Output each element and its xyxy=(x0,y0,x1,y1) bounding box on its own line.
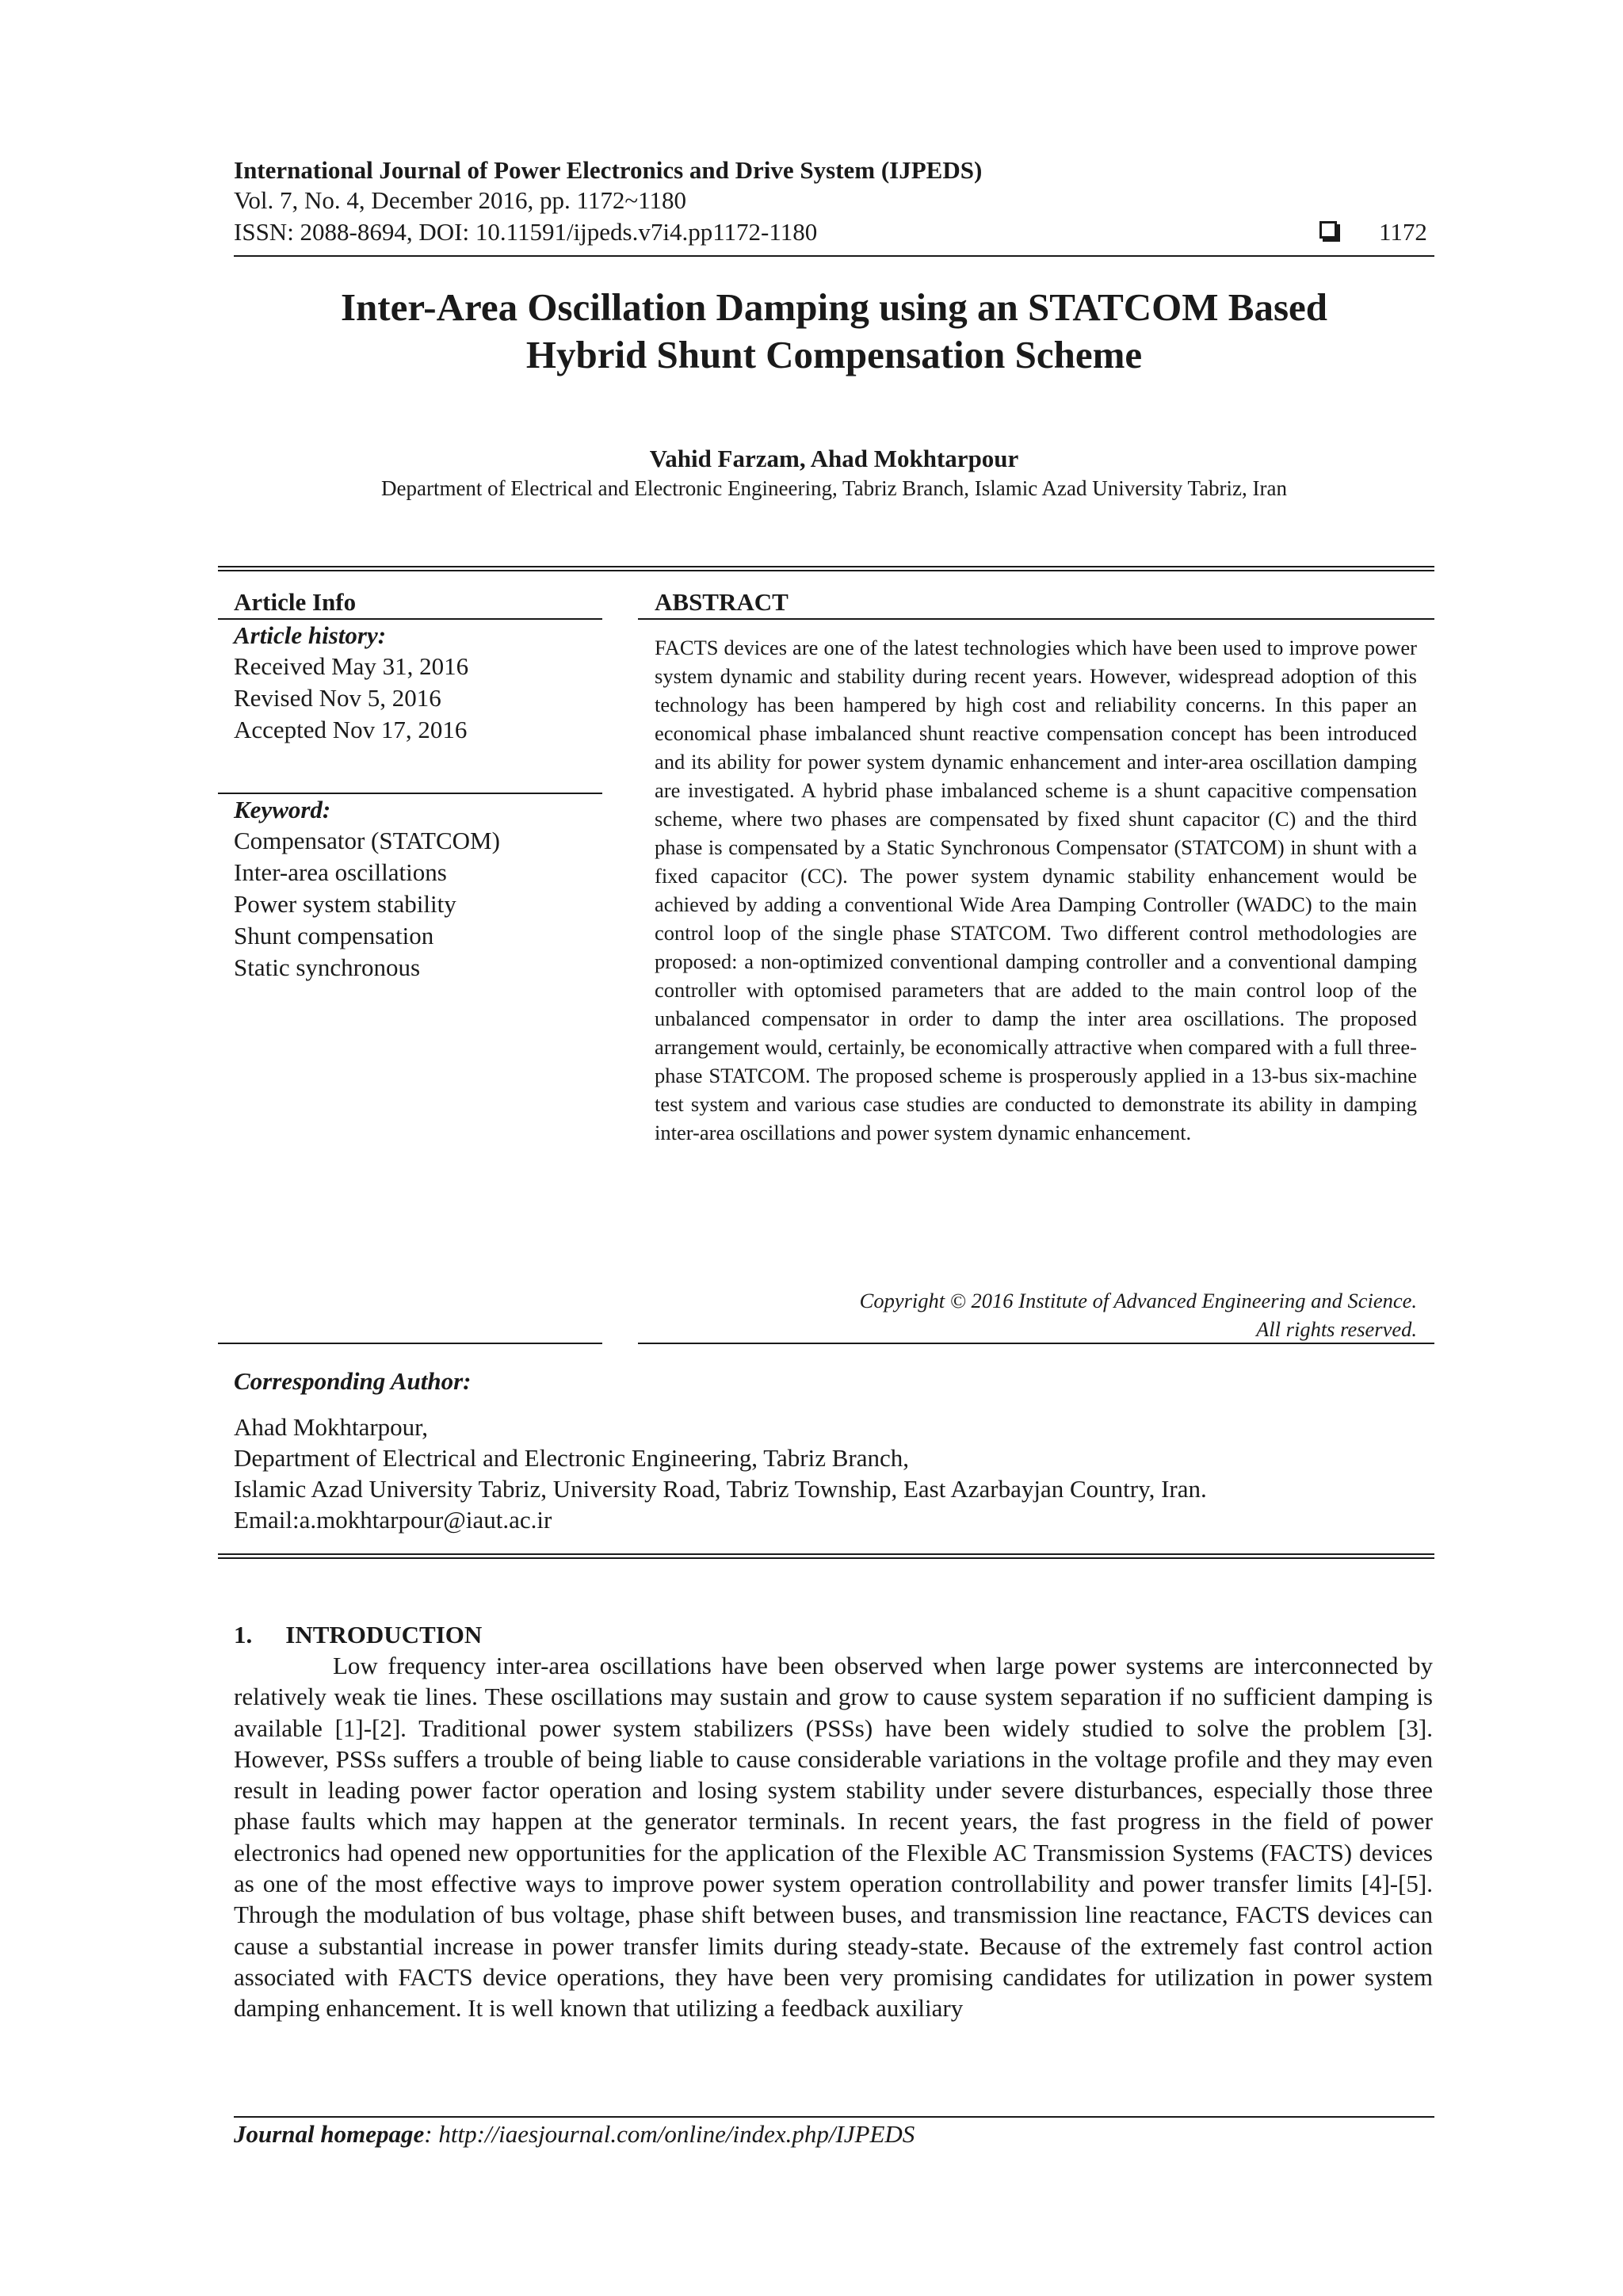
corresponding-author-email[interactable]: Email:a.mokhtarpour@iaut.ac.ir xyxy=(234,1506,552,1534)
corresponding-author-name: Ahad Mokhtarpour, xyxy=(234,1413,428,1441)
title-line-1: Inter-Area Oscillation Damping using an STATCOM Based xyxy=(340,285,1328,329)
keyword-list xyxy=(234,825,500,984)
copyright-notice xyxy=(655,1286,1417,1343)
keyword-item: Compensator (STATCOM) xyxy=(234,827,500,854)
abstract-rule xyxy=(638,618,1434,620)
corresponding-author-details xyxy=(234,1412,1207,1535)
journal-homepage: Journal homepage: http://iaesjournal.com/online/index.php/IJPEDS xyxy=(234,2120,915,2148)
paper-title xyxy=(234,284,1434,379)
article-info-bottom-rule xyxy=(218,1343,602,1344)
history-accepted: Accepted Nov 17, 2016 xyxy=(234,716,468,743)
keyword-item: Inter-area oscillations xyxy=(234,858,447,886)
abstract-heading: ABSTRACT xyxy=(655,588,789,616)
article-history-label: Article history: xyxy=(234,621,387,649)
copyright-line-1: Copyright © 2016 Institute of Advanced Engineering and Science. xyxy=(859,1289,1417,1312)
abstract-bottom-rule xyxy=(638,1343,1434,1344)
info-bottom-rule xyxy=(218,1553,1434,1559)
introduction-text: Low frequency inter-area oscillations have been observed when large power systems are interconnected by relatively weak tie lines. These oscillations may sustain and grow to cause system separation if no sufficient damping is available [1]-[2]. Traditional power system stabilizers (PSSs) have been widely studied to solve the problem [3]. However, PSSs suffers a trouble of being liable to cause considerable variations in the voltage profile and they may even result in leading power factor operation and losing system stability under severe disturbances, especially those three phase faults which may happen at the generator terminals. In recent years, the fast progress in the field of power electronics had opened new opportunities for the application of the Flexible AC Transmission Systems (FACTS) devices as one of the most effective ways to improve power system operation controllability and power transfer limits [4]-[5]. Through the modulation of bus voltage, phase shift between buses, and transmission line reactance, FACTS devices can cause a substantial increase in power transfer limits during steady-state. Because of the extremely fast control action associated with FACTS device operations, they have been very promising candidates for utilization in power system damping enhancement. It is well known that utilizing a feedback auxiliary xyxy=(234,1652,1433,2023)
copyright-line-2: All rights reserved. xyxy=(1256,1317,1417,1341)
history-revised: Revised Nov 5, 2016 xyxy=(234,684,441,712)
homepage-label: Journal homepage xyxy=(234,2120,425,2148)
footer-rule xyxy=(234,2116,1434,2118)
article-history-list xyxy=(234,651,468,746)
keyword-item: Shunt compensation xyxy=(234,922,434,949)
page-number: 1172 xyxy=(1379,218,1427,246)
affiliation: Department of Electrical and Electronic Engineering, Tabriz Branch, Islamic Azad University Tabriz, Iran xyxy=(380,476,1288,500)
header-rule xyxy=(234,255,1434,257)
section-title: INTRODUCTION xyxy=(285,1621,483,1648)
ballot-box-icon xyxy=(1319,221,1337,239)
article-info-heading: Article Info xyxy=(234,588,357,616)
keyword-label: Keyword: xyxy=(234,796,331,823)
corresponding-author-address: Islamic Azad University Tabriz, University Road, Tabriz Township, East Azarbayjan Country, Iran. xyxy=(234,1475,1207,1503)
title-line-2: Hybrid Shunt Compensation Scheme xyxy=(525,333,1143,376)
authors: Vahid Farzam, Ahad Mokhtarpour xyxy=(649,445,1019,472)
corresponding-author-dept: Department of Electrical and Electronic Engineering, Tabriz Branch, xyxy=(234,1444,909,1472)
journal-name: International Journal of Power Electronics and Drive System (IJPEDS) xyxy=(234,156,983,184)
info-top-rule xyxy=(218,566,1434,571)
section-number: 1. xyxy=(234,1621,253,1648)
volume-line: Vol. 7, No. 4, December 2016, pp. 1172~1180 xyxy=(234,186,686,214)
corresponding-author-label: Corresponding Author: xyxy=(234,1367,472,1395)
homepage-link[interactable]: http://iaesjournal.com/online/index.php/IJPEDS xyxy=(438,2120,915,2148)
introduction-heading xyxy=(234,1620,482,1650)
keyword-item: Static synchronous xyxy=(234,953,421,981)
keyword-item: Power system stability xyxy=(234,890,456,918)
history-received: Received May 31, 2016 xyxy=(234,652,469,680)
issn-line: ISSN: 2088-8694, DOI: 10.11591/ijpeds.v7i4.pp1172-1180 xyxy=(234,218,818,246)
article-info-rule xyxy=(218,618,602,620)
abstract-text: FACTS devices are one of the latest technologies which have been used to improve power system dynamic and stability during recent years. However, widespread adoption of this technology has been hampered by high cost and reliability concerns. In this paper an economical phase imbalanced shunt reactive compensation concept has been introduced and its ability for power system dynamic enhancement and inter-area oscillation damping are investigated. A hybrid phase imbalanced scheme is a shunt capacitive compensation scheme, where two phases are compensated by fixed shunt capacitor (C) and the third phase is compensated by a Static Synchronous Compensator (STATCOM) in shunt with a fixed capacitor (CC). The power system dynamic stability enhancement would be achieved by adding a conventional Wide Area Damping Controller (WADC) to the main control loop of the single phase STATCOM. Two different control methodologies are proposed: a non-optimized conventional damping controller and a conventional damping controller with optomised parameters that are added to the main control loop of the unbalanced compensator in order to damp the inter area oscillations. The proposed arrangement would, certainly, be economically attractive when compared with a full three-phase STATCOM. The proposed scheme is prosperously applied in a 13-bus six-machine test system and various case studies are conducted to demonstrate its ability in damping inter-area oscillations and power system dynamic enhancement. xyxy=(655,636,1417,1144)
keyword-rule xyxy=(218,793,602,794)
